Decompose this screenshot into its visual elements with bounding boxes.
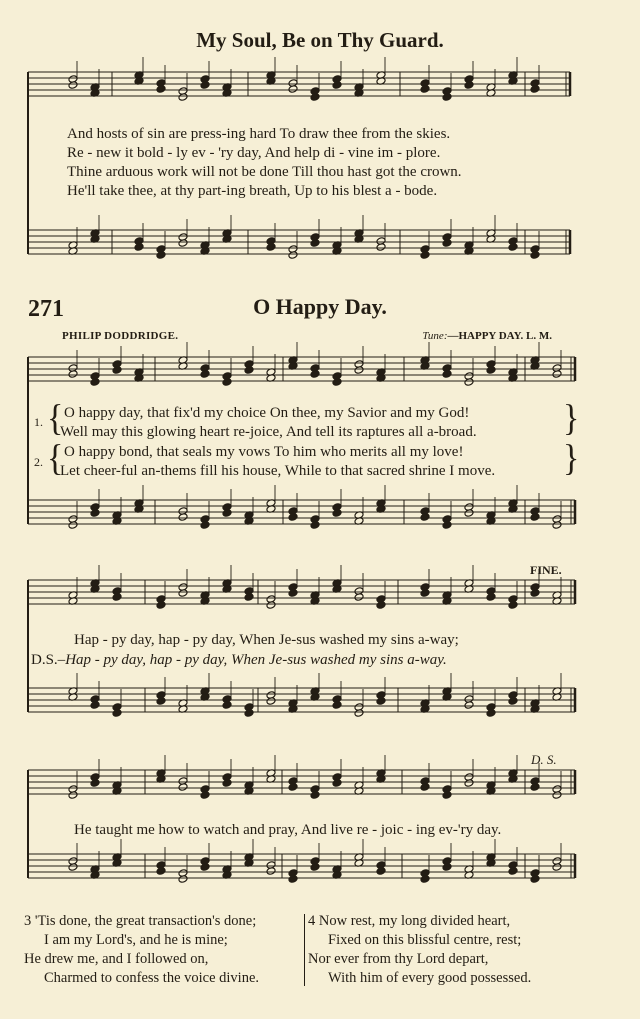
stanza-4-line-4: With him of every good possessed. [328, 970, 532, 986]
fine-mark: FINE. [530, 563, 562, 577]
stanza-3-line-3: He drew me, and I followed on, [24, 951, 209, 967]
hymn-number: 271 [28, 296, 64, 322]
stanza-3 [24, 912, 259, 988]
stanza-3-line-4: Charmed to confess the voice divine. [44, 970, 260, 986]
ds-prefix: D.S.– [31, 652, 66, 668]
verse-brace-right-2: } [563, 438, 580, 479]
previous-hymn-title: My Soul, Be on Thy Guard. [196, 28, 444, 52]
stanza-4-line-3: Nor ever from thy Lord depart, [308, 951, 489, 967]
verse-number-2: 2. [34, 455, 43, 469]
tune-name: —HAPPY DAY. L. M. [447, 330, 552, 342]
hymn-tune [422, 330, 552, 342]
verse-brace-right-1: } [563, 398, 580, 439]
stanza-4 [308, 912, 531, 988]
stanza-3-line-1: 3 'Tis done, the great transaction's done; [24, 913, 257, 929]
tune-label: Tune: [422, 330, 448, 342]
stanza-divider [304, 914, 305, 986]
stanza-4-line-1: 4 Now rest, my long divided heart, [308, 913, 511, 929]
hymn-author: PHILIP DODDRIDGE. [62, 330, 179, 342]
verse-brace-left-1: { [47, 398, 64, 439]
verse-number-1: 1. [34, 415, 43, 429]
hymn-title: O Happy Day. [253, 294, 387, 319]
stanza-3-line-2: I am my Lord's, and he is mine; [44, 932, 228, 948]
verse-brace-left-2: { [47, 438, 64, 479]
ds-mark: D. S. [531, 752, 557, 767]
stanza-4-line-2: Fixed on this blissful centre, rest; [328, 932, 522, 948]
